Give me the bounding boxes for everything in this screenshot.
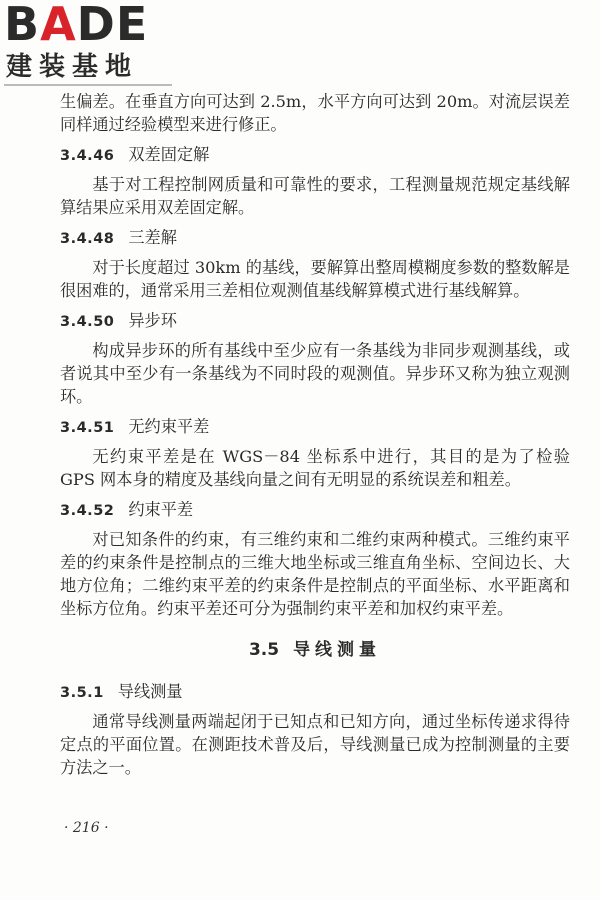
section-number: 3.4.51 bbox=[60, 420, 115, 436]
intro-paragraph: 生偏差。在垂直方向可达到 2.5m，水平方向可达到 20m。对流层误差同样通过经验模型来进行修正。 bbox=[60, 92, 570, 134]
section-heading bbox=[60, 143, 570, 168]
section-3-4-46 bbox=[60, 143, 570, 219]
section-heading bbox=[60, 498, 570, 523]
section-heading bbox=[60, 415, 570, 440]
section-paragraph: 无约束平差是在 WGS－84 坐标系中进行，其目的是为了检验 GPS 网本身的精度及基线向量之间有无明显的系统误差和粗差。 bbox=[60, 447, 570, 489]
section-heading bbox=[60, 680, 570, 705]
logo-subtitle: 建装基地 bbox=[6, 52, 139, 82]
section-number: 3.5.1 bbox=[60, 685, 104, 701]
chapter-heading bbox=[60, 638, 570, 662]
section-number: 3.4.52 bbox=[60, 503, 115, 519]
section-title: 异步环 bbox=[128, 311, 177, 330]
chapter-title: 导线测量 bbox=[293, 640, 382, 660]
section-paragraph: 通常导线测量两端起闭于已知点和已知方向，通过坐标传递求得待定点的平面位置。在测距技术普及后，导线测量已成为控制测量的主要方法之一。 bbox=[60, 712, 570, 777]
section-number: 3.4.46 bbox=[60, 148, 115, 164]
page-body bbox=[60, 90, 570, 786]
section-heading bbox=[60, 226, 570, 251]
section-3-4-48 bbox=[60, 226, 570, 302]
logo-wordmark: BADE bbox=[4, 0, 149, 51]
section-title: 导线测量 bbox=[117, 682, 183, 701]
section-paragraph: 对于长度超过 30km 的基线，要解算出整周模糊度参数的整数解是很困难的，通常采用三差相位观测值基线解算模式进行基线解算。 bbox=[60, 258, 570, 300]
chapter-number: 3.5 bbox=[248, 640, 280, 660]
section-3-4-50 bbox=[60, 309, 570, 408]
section-number: 3.4.50 bbox=[60, 314, 115, 330]
bade-logo bbox=[4, 2, 179, 90]
section-paragraph: 对已知条件的约束，有三维约束和二维约束两种模式。三维约束平差的约束条件是控制点的三维大地坐标或三维直角坐标、空间边长、大地方位角；二维约束平差的约束条件是控制点的平面坐标、水平距离和坐标方位角。约束平差还可分为强制约束平差和加权约束平差。 bbox=[60, 530, 570, 618]
section-title: 三差解 bbox=[128, 228, 177, 247]
section-title: 双差固定解 bbox=[128, 145, 210, 164]
section-number: 3.4.48 bbox=[60, 231, 115, 247]
section-3-5-1 bbox=[60, 680, 570, 779]
section-title: 无约束平差 bbox=[128, 417, 210, 436]
logo-rule bbox=[4, 84, 172, 86]
section-paragraph: 构成异步环的所有基线中至少应有一条基线为非同步观测基线，或者说其中至少有一条基线为不同时段的观测值。异步环又称为独立观测环。 bbox=[60, 341, 570, 406]
page-number: · 216 · bbox=[64, 820, 109, 836]
section-3-4-51 bbox=[60, 415, 570, 491]
section-title: 约束平差 bbox=[128, 500, 194, 519]
section-heading bbox=[60, 309, 570, 334]
section-paragraph: 基于对工程控制网质量和可靠性的要求，工程测量规范规定基线解算结果应采用双差固定解。 bbox=[60, 175, 570, 217]
section-3-4-52 bbox=[60, 498, 570, 620]
